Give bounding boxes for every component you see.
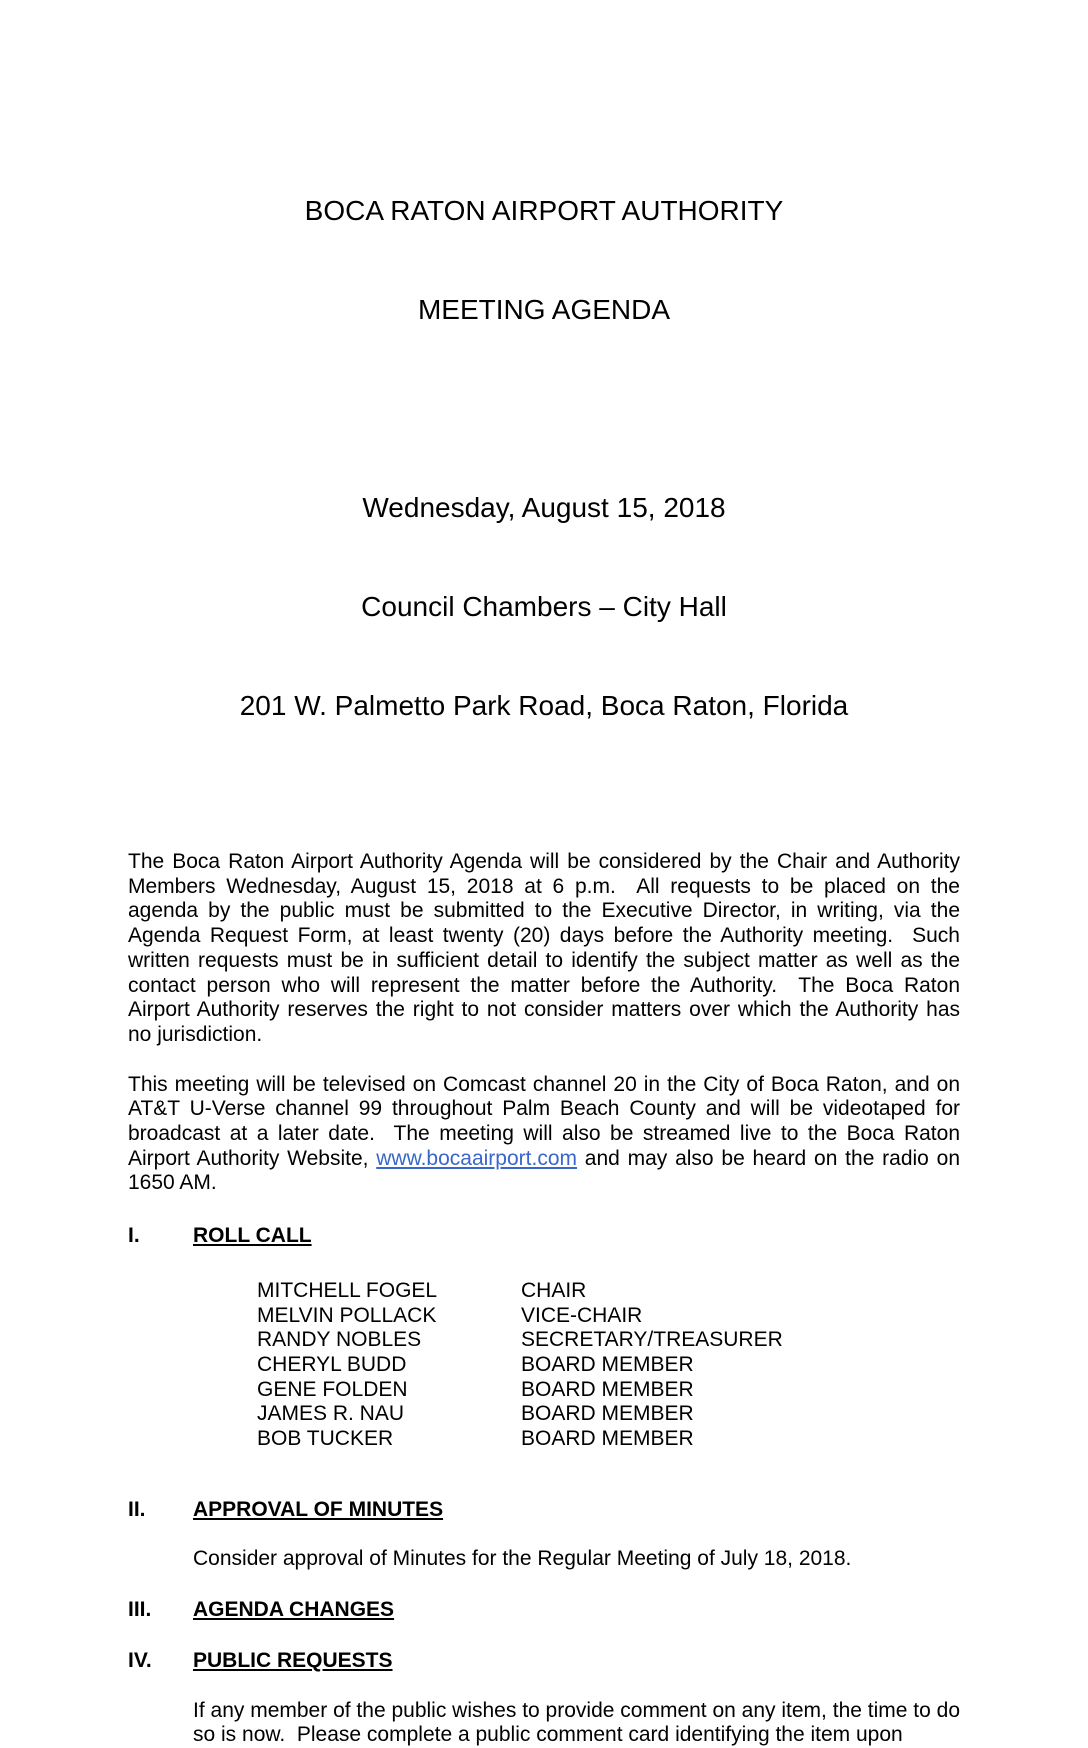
section-numeral: III.	[128, 1598, 152, 1622]
member-role: BOARD MEMBER	[521, 1402, 694, 1426]
section-public-requests	[128, 1649, 960, 1674]
roll-call-list	[257, 1279, 960, 1452]
title-line-1: BOCA RATON AIRPORT AUTHORITY	[304, 195, 784, 226]
section-heading: PUBLIC REQUESTS	[193, 1648, 393, 1672]
broadcast-text-after-link: and may also be heard on the radio on 1650 AM.	[128, 1146, 966, 1195]
section-numeral: IV.	[128, 1648, 152, 1672]
member-name: BOB TUCKER	[257, 1427, 394, 1451]
member-name: JAMES R. NAU	[257, 1402, 405, 1426]
section-numeral: I.	[128, 1224, 140, 1248]
section-heading: AGENDA CHANGES	[193, 1598, 395, 1622]
member-role: CHAIR	[521, 1278, 587, 1302]
approval-of-minutes-body: Consider approval of Minutes for the Regular Meeting of July 18, 2018.	[193, 1547, 852, 1571]
broadcast-text-before-link: This meeting will be televised on Comcast channel 20 in the City of Boca Raton, and on AT&T U-Verse channel 99 throughout Palm Beach County and will be videotaped for broadcast at a later date. The meeting will also be streamed live to the Boca Raton Airport Authority Website,	[128, 1072, 966, 1170]
public-requests-body: If any member of the public wishes to provide comment on any item, the time to do so is now. Please complete a public comment card identifying the item upon	[193, 1698, 966, 1747]
member-role: SECRETARY/TREASURER	[521, 1328, 783, 1352]
member-name: MELVIN POLLACK	[257, 1303, 437, 1327]
member-role: BOARD MEMBER	[521, 1377, 694, 1401]
meeting-date-location	[128, 425, 960, 788]
website-link[interactable]: www.bocaairport.com	[376, 1146, 577, 1170]
section-heading: ROLL CALL	[193, 1224, 312, 1248]
broadcast-paragraph	[128, 1072, 966, 1197]
meeting-date: Wednesday, August 15, 2018	[362, 492, 726, 523]
title-line-2: MEETING AGENDA	[417, 294, 671, 325]
document-title	[128, 128, 960, 392]
section-roll-call	[128, 1224, 960, 1249]
meeting-address: 201 W. Palmetto Park Road, Boca Raton, Florida	[239, 690, 849, 721]
member-role: VICE-CHAIR	[521, 1303, 643, 1327]
member-name: GENE FOLDEN	[257, 1377, 408, 1401]
member-role: BOARD MEMBER	[521, 1352, 694, 1376]
section-numeral: II.	[128, 1497, 146, 1521]
member-name: CHERYL BUDD	[257, 1352, 407, 1376]
section-agenda-changes	[128, 1598, 960, 1623]
member-name: MITCHELL FOGEL	[257, 1278, 438, 1302]
member-name: RANDY NOBLES	[257, 1328, 422, 1352]
intro-paragraph: The Boca Raton Airport Authority Agenda will be considered by the Chair and Authority Members Wednesday, August 15, 2018 at 6 p.m. All requests to be placed on the agenda by the public must be submitted to the Executive Director, in writing, via the Agenda Request Form, at least twenty (20) days before the Authority meeting. Such written requests must be in sufficient detail to identify the subject matter as well as the contact person who will represent the matter before the Authority. The Boca Raton Airport Authority reserves the right to not consider matters over which the Authority has no jurisdiction.	[128, 850, 966, 1046]
section-heading: APPROVAL OF MINUTES	[193, 1497, 444, 1521]
meeting-venue: Council Chambers – City Hall	[361, 591, 727, 622]
section-approval-of-minutes	[128, 1498, 960, 1523]
member-role: BOARD MEMBER	[521, 1427, 694, 1451]
